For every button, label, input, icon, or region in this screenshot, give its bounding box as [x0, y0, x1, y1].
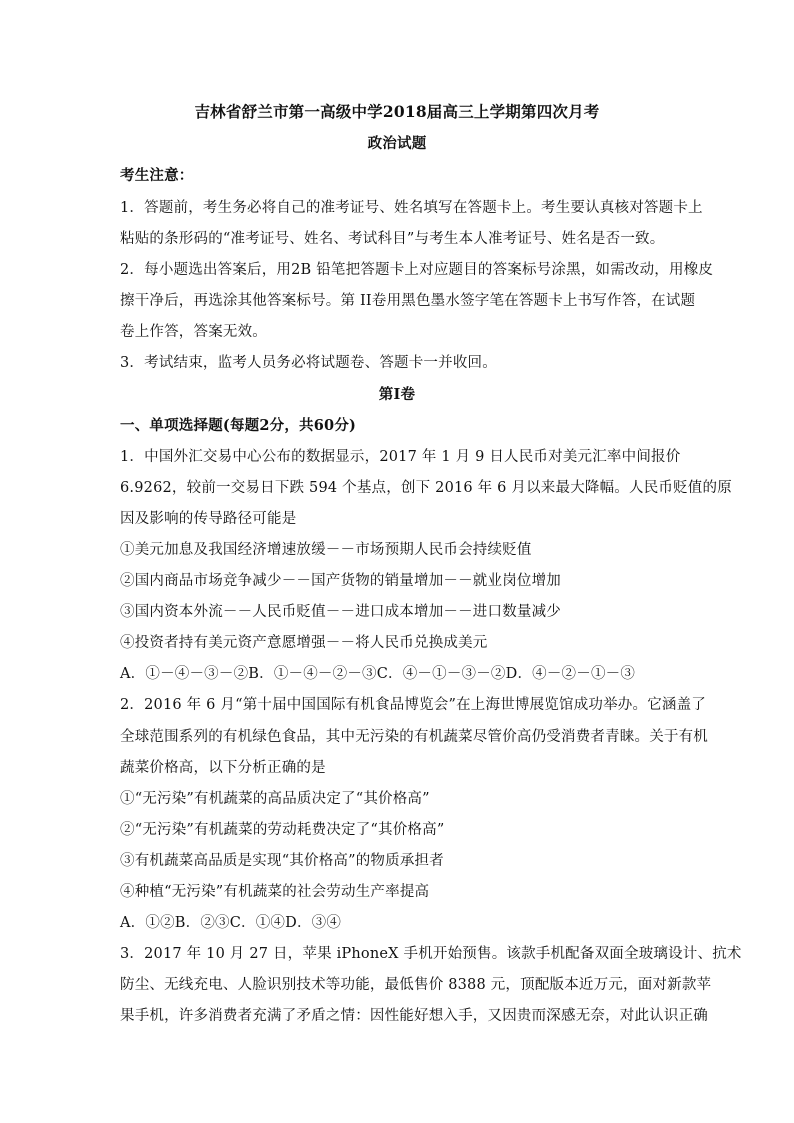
question-2-option: ④种植“无污染”有机蔬菜的社会劳动生产率提高	[120, 884, 430, 900]
notice-heading: 考生注意：	[120, 167, 194, 184]
notice-line: 3．考试结束，监考人员务必将试题卷、答题卡一并收回。	[120, 355, 497, 371]
notice-line: 擦干净后，再选涂其他答案标号。第 II卷用黑色墨水签字笔在答题卡上书写作答，在试题	[120, 293, 696, 309]
question-3-line: 防尘、无线充电、人脸识别技术等功能，最低售价 8388 元，顶配版本近万元，面对新款苹	[120, 977, 712, 993]
document-title: 吉林省舒兰市第一高级中学2018届高三上学期第四次月考	[194, 102, 600, 121]
question-3-line: 果手机，许多消费者充满了矛盾之情：因性能好想入手，又因贵而深感无奈，对此认识正确	[120, 1008, 708, 1024]
notice-line: 粘贴的条形码的“准考证号、姓名、考试科目”与考生本人准考证号、姓名是否一致。	[120, 231, 665, 247]
question-1-option: ④投资者持有美元资产意愿增强－－将人民币兑换成美元	[120, 635, 488, 651]
question-1-line: 因及影响的传导路径可能是	[120, 511, 297, 527]
question-1-line: 1．中国外汇交易中心公布的数据显示，2017 年 1 月 9 日人民币对美元汇率中间报价	[120, 449, 681, 465]
question-2-option: ③有机蔬菜高品质是实现“其价格高”的物质承担者	[120, 853, 444, 869]
notice-line: 2．每小题选出答案后，用2B 铅笔把答题卡上对应题目的答案标号涂黑，如需改动，用橡皮	[120, 262, 714, 278]
question-2-answers: A．①②B．②③C．①④D．③④	[120, 915, 342, 931]
document-subtitle: 政治试题	[367, 135, 427, 152]
section-heading: 一、单项选择题(每题2分，共60分)	[120, 417, 357, 434]
question-1-answers: A．①－④－③－②B．①－④－②－③C．④－①－③－②D．④－②－①－③	[120, 666, 636, 682]
question-2-line: 全球范围系列的有机绿色食品，其中无污染的有机蔬菜尽管价高仍受消费者青睐。关于有机	[120, 729, 708, 745]
part-heading: 第Ⅰ卷	[378, 386, 416, 403]
question-1-option: ②国内商品市场竞争减少－－国产货物的销量增加－－就业岗位增加	[120, 573, 561, 589]
question-2-line: 2．2016 年 6 月“第十届中国国际有机食品博览会”在上海世博展览馆成功举办。它涵盖了	[120, 697, 707, 713]
question-2-line: 蔬菜价格高，以下分析正确的是	[120, 760, 326, 776]
question-1-option: ③国内资本外流－－人民币贬值－－进口成本增加－－进口数量减少	[120, 604, 561, 620]
question-2-option: ①“无污染”有机蔬菜的高品质决定了“其价格高”	[120, 791, 430, 807]
question-1-line: 6.9262，较前一交易日下跌 594 个基点，创下 2016 年 6 月以来最大降幅。人民币贬值的原	[120, 480, 732, 496]
notice-line: 卷上作答，答案无效。	[120, 324, 267, 340]
notice-line: 1．答题前，考生务必将自己的准考证号、姓名填写在答题卡上。考生要认真核对答题卡上	[120, 200, 703, 216]
question-2-option: ②“无污染”有机蔬菜的劳动耗费决定了“其价格高”	[120, 822, 445, 838]
question-3-line: 3．2017 年 10 月 27 日，苹果 iPhoneX 手机开始预售。该款手机配备双面全玻璃设计、抗术	[120, 946, 742, 962]
question-1-option: ①美元加息及我国经济增速放缓－－市场预期人民币会持续贬值	[120, 542, 532, 558]
